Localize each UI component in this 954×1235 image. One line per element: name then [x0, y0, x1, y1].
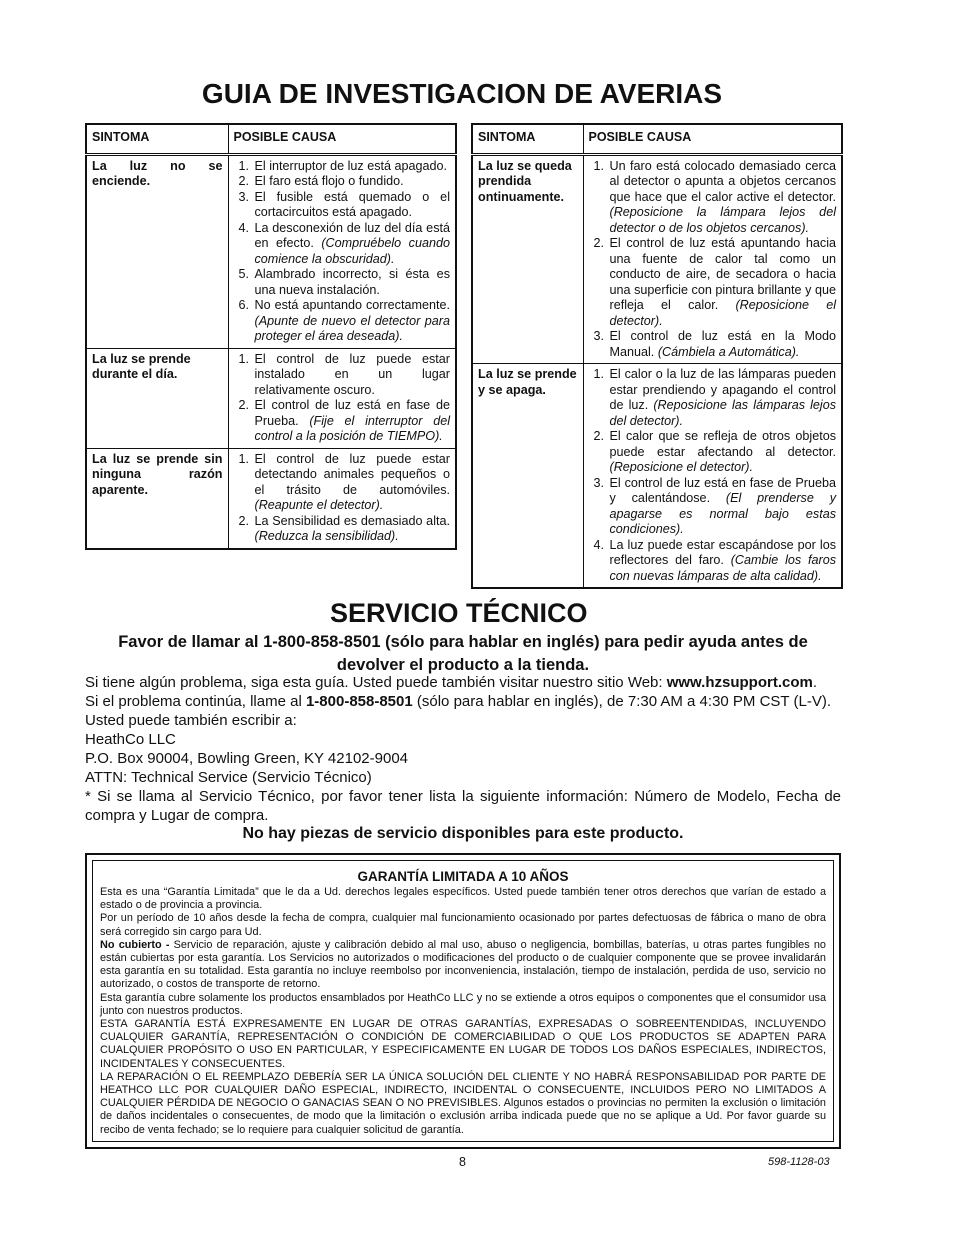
symptom-cell: La luz se prende durante el día.: [86, 348, 228, 448]
document-code: 598-1128-03: [768, 1156, 830, 1168]
remedy-text: (Reduzca la sensibilidad).: [254, 529, 399, 543]
cause-item: 2. El faro está flojo o fundido.: [253, 174, 451, 190]
service-body: [85, 673, 841, 825]
cause-item: 2. La Sensibilidad es demasiado alta. (Reduzca la sensibilidad).: [253, 514, 451, 545]
no-parts-notice: No hay piezas de servicio disponibles para este producto.: [242, 825, 684, 842]
cause-item: 6. No está apuntando correctamente. (Apunte de nuevo el detector para proteger el área deseada).: [253, 298, 451, 345]
cause-cell: [228, 348, 456, 448]
phone-line: Si el problema continúa, llame al 1-800-858-8501 (sólo para hablar en inglés), de 7:30 AM a 4:30 PM CST (L-V). Usted puede también escribir a:: [85, 693, 831, 729]
phone-number: 1-800-858-8501: [305, 693, 413, 710]
warranty-title: GARANTÍA LIMITADA A 10 AÑOS: [357, 869, 569, 884]
cause-item: 4. La luz puede estar escapándose por los reflectores del faro. (Cambie los faros con nuevas lámparas de alta calidad).: [608, 538, 837, 585]
column-header-cause: POSIBLE CAUSA: [583, 124, 842, 154]
warranty-inner-frame: [92, 860, 834, 1142]
cause-cell: [228, 448, 456, 549]
call-instruction: Favor de llamar al 1-800-858-8501 (sólo para hablar en inglés) para pedir ayuda antes de devolver el producto a la tienda.: [118, 633, 808, 674]
warranty-paragraph: ESTA GARANTÍA ESTÁ EXPRESAMENTE EN LUGAR DE OTRAS GARANTÍAS, EXPRESADAS O SOBREENTENDIDAS, INCLUYENDO CUALQUIER GARANTÍA, REPRESENTACIÓN O CONDICIÓN DE COMERCIABILIDAD O QUE LOS PRODUCTOS SE ADAPTEN PARA CUALQUIER PROPÓSITO O USO EN PARTICULAR, Y ESPECIFICAMENTE EN LUGAR DE TODOS LOS DAÑOS ESPECIALES, INDIRECTOS, INCIDENTALES Y CONSECUENTES.: [100, 1018, 826, 1070]
address-line: P.O. Box 90004, Bowling Green, KY 42102-9004: [85, 750, 409, 767]
cause-item: 1. El interruptor de luz está apagado.: [253, 159, 451, 175]
warranty-box: [85, 853, 841, 1149]
remedy-text: (Fije el interruptor del control a la posición de TIEMPO).: [254, 413, 451, 443]
remedy-text: (Reposicione el detector).: [609, 460, 753, 474]
cause-item: 4. La desconexión de luz del día está en efecto. (Compruébelo cuando comience la obscuridad).: [253, 221, 451, 268]
cause-cell: [583, 154, 842, 364]
table-row: [86, 348, 456, 448]
cause-item: 1. El control de luz puede estar instalado en un lugar relativamente oscuro.: [253, 352, 451, 399]
cause-cell: [228, 154, 456, 348]
warranty-paragraph: Esta es una “Garantía Limitada” que le da a Ud. derechos legales específicos. Usted puede también tener otros derechos que varían de estado a estado o de provincia a provincia.: [100, 886, 826, 912]
remedy-text: (Reposicione el detector).: [609, 298, 837, 328]
warranty-paragraph: LA REPARACIÓN O EL REEMPLAZO DEBERÍA SER LA ÚNICA SOLUCIÓN DEL CLIENTE Y NO HABRÁ RESPONSABILIDAD POR PARTE DE HEATHCO LLC POR CUALQUIER DAÑO ESPECIAL, INDIRECTO, INCIDENTAL O CONSECUENTE, INCLUIDOS PERO NO LIMITADOS A CUALQUIER PÉRDIDA DE NEGOCIO O GANACIAS SEAN O NO PREVISIBLES. Algunos estados o provincias no permiten la exclusión o limitación de daños incidentales o consecuentes, de modo que la limitación o exclusión arriba indicada puede que no se aplique a Ud. Por favor guarde su recibo de venta fechado; se lo requiere para cualquier solicitud de garantía.: [100, 1070, 826, 1136]
remedy-text: (Reposicione la lámpara lejos del detector o de los objetos cercanos).: [609, 205, 836, 235]
remedy-text: (Reposicione las lámparas lejos del detector).: [609, 398, 837, 428]
address-line: HeathCo LLC: [85, 731, 176, 748]
cause-item: 2. El calor que se refleja de otros objetos puede estar afectando al detector. (Reposicione el detector).: [608, 429, 837, 476]
cause-item: 1. El calor o la luz de las lámparas pueden estar prendiendo y apagando el control de luz. (Reposicione las lámparas lejos del detector).: [608, 367, 837, 429]
cause-item: 3. El control de luz está en la Modo Manual. (Cámbiela a Automática).: [608, 329, 837, 360]
website-link[interactable]: www.hzsupport.com: [666, 674, 813, 691]
warranty-paragraph: Esta garantía cubre solamente los productos ensamblados por HeathCo LLC y no se extiende a otros equipos o componentes que el consumidor usa junto con nuestros productos.: [100, 991, 826, 1017]
table-row: [86, 448, 456, 549]
remedy-text: (Apunte de nuevo el detector para proteger el área deseada).: [254, 313, 450, 343]
remedy-text: (Cámbiela a Automática).: [657, 344, 800, 359]
cause-item: 1. Un faro está colocado demasiado cerca al detector o apunta a objetos cercanos que hace que el calor active el detector. (Reposicione la lámpara lejos del detector o de los objetos cercanos).: [608, 159, 837, 237]
symptom-cell: La luz se prende sin ninguna razón aparente.: [86, 448, 228, 549]
symptom-cell: La luz no se enciende.: [86, 154, 228, 348]
troubleshooting-table-right: [471, 123, 843, 589]
warranty-paragraph: No cubierto - Servicio de reparación, ajuste y calibración debido al mal uso, abuso o negligencia, bombillas, baterías, u otras partes fungibles no están cubiertas por esta garantía. Los Servicios no autorizados o modificaciones del producto o de cualquier componente que se provee invalidarán esta garantía en su totalidad. Esta garantía no incluye reembolso por inconveniencia, instalación, tiempo de instalación, perdida de uso, servicio no autorizado, o costos de transporte de retorno.: [100, 938, 826, 991]
symptom-cell: La luz se queda prendida ontinuamente.: [472, 154, 583, 364]
remedy-text: (El prenderse y apagarse es normal bajo estas condiciones).: [609, 491, 836, 536]
column-header-symptom: SINTOMA: [472, 124, 583, 154]
not-covered-label: No cubierto -: [100, 938, 170, 951]
warranty-paragraph: Por un período de 10 años desde la fecha de compra, cualquier mal funcionamiento ocasionado por partes defectuosas de fábrica o mano de obra será corregido sin cargo para Ud.: [100, 912, 826, 938]
cause-cell: [583, 364, 842, 589]
remedy-text: (Compruébelo cuando comience la obscuridad).: [254, 236, 450, 266]
column-header-symptom: SINTOMA: [86, 124, 228, 154]
column-header-cause: POSIBLE CAUSA: [228, 124, 456, 154]
table-row: [472, 364, 842, 589]
cause-item: 5. Alambrado incorrecto, si ésta es una nueva instalación.: [253, 267, 451, 298]
troubleshooting-table-left: [85, 123, 457, 550]
cause-item: 2. El control de luz está apuntando hacia una fuente de calor tal como un conducto de aire, de secadora o hacia una superficie con pintura brillante y que refleja el calor. (Reposicione el detector).: [608, 236, 837, 329]
service-section-title: SERVICIO TÉCNICO: [330, 598, 588, 628]
cause-item: 3. El control de luz está en fase de Prueba y calentándose. (El prenderse y apagarse es normal bajo estas condiciones).: [608, 476, 837, 538]
symptom-cell: La luz se prende y se apaga.: [472, 364, 583, 589]
remedy-text: (Reapunte el detector).: [254, 498, 384, 512]
cause-item: 1. El control de luz puede estar detectando animales pequeños o el trásito de automóviles. (Reapunte el detector).: [253, 452, 451, 514]
service-note: * Si se llama al Servicio Técnico, por favor tener lista la siguiente información: Número de Modelo, Fecha de compra y Lugar de compra.: [85, 788, 841, 824]
table-row: [472, 154, 842, 364]
cause-item: 3. El fusible está quemado o el cortacircuitos está apagado.: [253, 190, 451, 221]
address-line: ATTN: Technical Service (Servicio Técnico): [85, 769, 372, 786]
table-row: [86, 154, 456, 348]
page-title: GUIA DE INVESTIGACION DE AVERIAS: [201, 78, 723, 109]
cause-item: 2. El control de luz está en fase de Prueba. (Fije el interruptor del control a la posición de TIEMPO).: [253, 398, 451, 445]
website-line: Si tiene algún problema, siga esta guía. Usted puede también visitar nuestro sitio Web: www.hzsupport.com.: [85, 674, 818, 691]
page-number: 8: [459, 1155, 466, 1169]
remedy-text: (Cambie los faros con nuevas lámparas de alta calidad).: [609, 553, 837, 583]
